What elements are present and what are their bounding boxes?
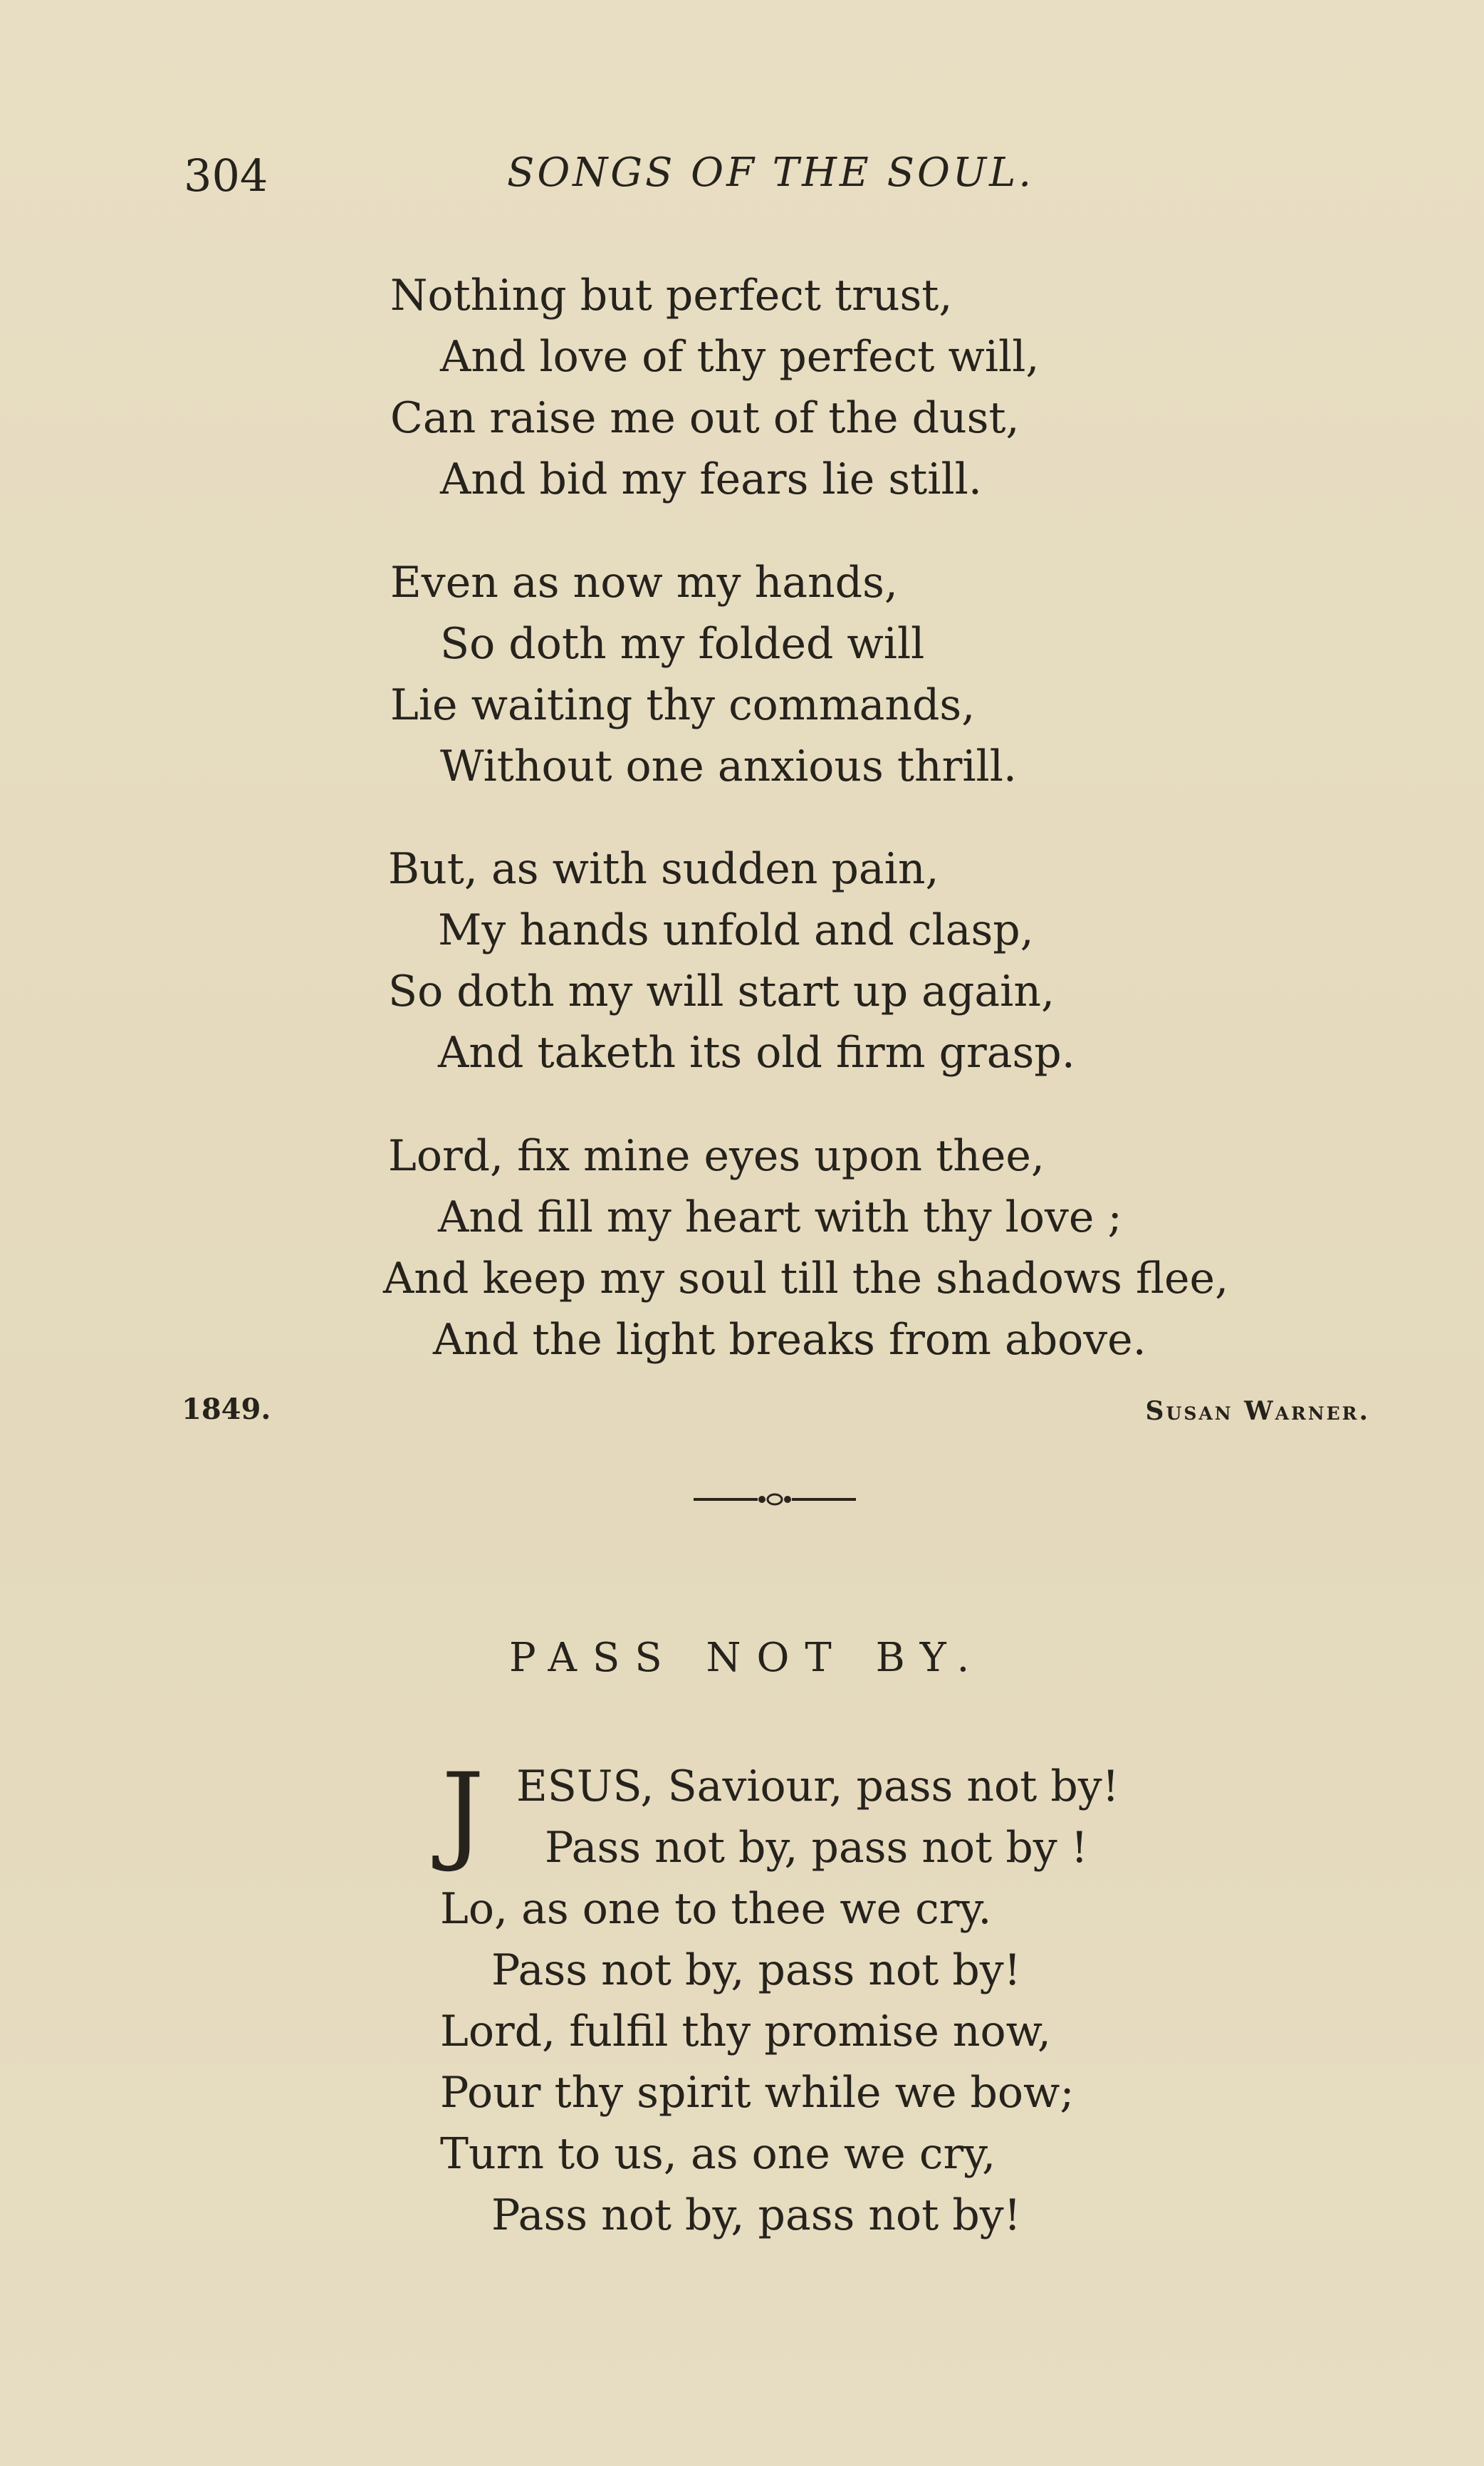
poem-line: And fill my heart with thy love ;	[438, 1192, 1122, 1242]
poem-line: Lie waiting thy commands,	[390, 680, 976, 730]
poem-line: Pour thy spirit while we bow;	[440, 2068, 1075, 2118]
poem-line: So doth my will start up again,	[388, 967, 1055, 1016]
poem-line: But, as with sudden pain,	[388, 844, 939, 894]
poem-title: PASS NOT BY.	[509, 1635, 986, 1681]
poem-line: And the light breaks from above.	[433, 1315, 1146, 1365]
poem-line: Even as now my hands,	[390, 558, 898, 608]
poem-line: So doth my folded will	[440, 619, 925, 669]
running-title: SONGS OF THE SOUL.	[507, 150, 1035, 196]
poem-line: Nothing but perfect trust,	[390, 271, 953, 321]
poem-line: My hands unfold and clasp,	[438, 905, 1034, 955]
poem-date: 1849.	[182, 1393, 271, 1426]
page-header	[0, 150, 1484, 207]
poem-line: And bid my fears lie still.	[440, 454, 982, 504]
poem-line: Pass not by, pass not by !	[545, 1823, 1088, 1873]
page-number: 304	[184, 150, 268, 202]
drop-cap: J	[441, 1751, 485, 1875]
poem-line: And keep my soul till the shadows flee,	[383, 1254, 1229, 1304]
poem-line: Lord, fulfil thy promise now,	[440, 2007, 1051, 2056]
poem-author: Susan Warner.	[1145, 1396, 1370, 1426]
poem-line: Without one anxious thrill.	[440, 742, 1017, 791]
poem-line: ESUS, Saviour, pass not by!	[516, 1762, 1119, 1811]
poem-line: Lo, as one to thee we cry.	[440, 1884, 992, 1934]
poem-line: And love of thy perfect will,	[440, 332, 1040, 382]
poem-line: Turn to us, as one we cry,	[440, 2129, 996, 2179]
poem-line: Can raise me out of the dust,	[390, 393, 1020, 443]
poem-line: Pass not by, pass not by!	[491, 1945, 1021, 1995]
poem-line: And taketh its old firm grasp.	[438, 1028, 1075, 1078]
poem-line: Lord, fix mine eyes upon thee,	[388, 1131, 1045, 1181]
section-divider-ornament	[692, 1489, 857, 1510]
poem-line: Pass not by, pass not by!	[491, 2190, 1021, 2240]
